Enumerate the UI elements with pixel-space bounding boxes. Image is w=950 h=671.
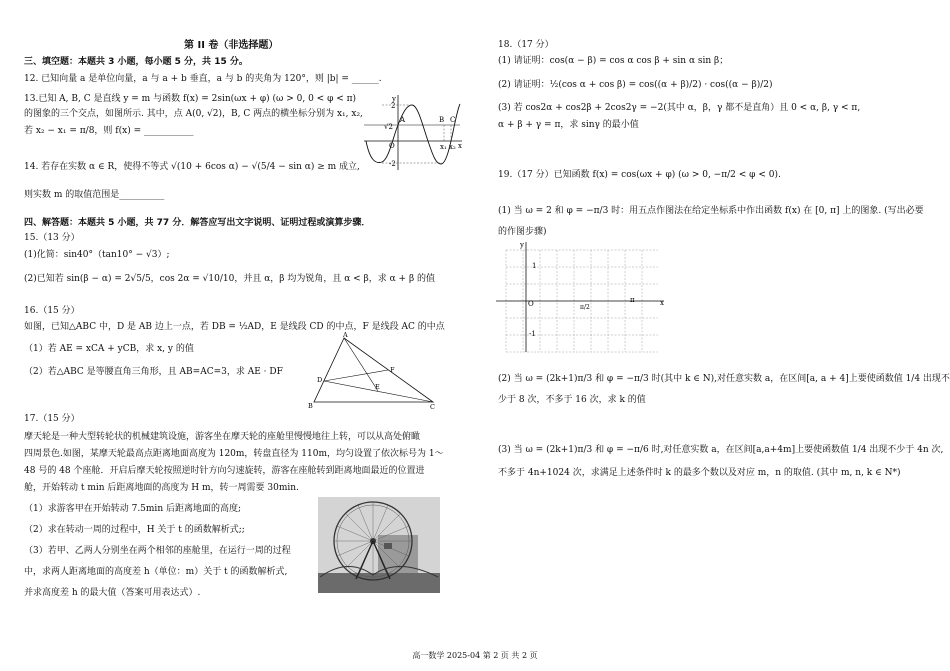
question-14-line-1: 14. 若存在实数 α ∈ R，使得不等式 √(10 + 6cos α) − √(5/4 − sin α) ≥ m 成立, [24, 162, 360, 172]
solve-section-header: 四、解答题：本题共 5 小题，共 77 分．解答应写出文字说明、证明过程或演算步骤． [24, 218, 371, 228]
page-footer: 高一数学 2025-04 第 2 页 共 2 页 [412, 651, 538, 660]
graph-point-a: A [400, 116, 406, 124]
question-17-para-2: 四周景色.如图，某摩天轮最高点距离地面高度为 120m，转盘直径为 110m，均匀设置了依次标号为 1～ [24, 449, 444, 459]
triangle-point-c: C [430, 403, 435, 411]
question-17-part-3a: （3）若甲、乙两人分别坐在两个相邻的座舱里，在运行一周的过程 [24, 546, 291, 556]
sine-curve [366, 104, 460, 164]
triangle-abc [314, 338, 433, 402]
question-18-part-2: (2) 请证明：½(cos α + cos β) = cos((α + β)/2) · cos((α − β)/2) [498, 80, 773, 90]
graph-label-origin: O [389, 142, 395, 150]
graph-label-x1: x₁ [440, 143, 447, 151]
question-18-part-3a: (3) 若 cos2α + cos2β + 2cos2γ = −2(其中 α，β，γ 都不是直角）且 0 < α, β, γ < π, [498, 103, 861, 113]
question-19-head: 19.（17 分）已知函数 f(x) = cos(ωx + φ) (ω > 0, −π/2 < φ < 0). [498, 170, 781, 180]
question-15-part-2: (2)已知若 sin(β − α) = 2√5/5，cos 2α = √10/10，并且 α，β 均为锐角，且 α < β，求 α + β 的值 [24, 274, 436, 284]
grid-label-origin: O [528, 300, 534, 308]
question-16-part-2: （2）若△ABC 是等腰直角三角形，且 AB=AC=3，求 AE · DF [24, 367, 283, 377]
question-18-part-3b: α + β + γ = π，求 sinγ 的最小值 [498, 120, 639, 130]
graph-label-y: y [392, 95, 396, 103]
sine-graph-figure [362, 92, 466, 172]
grid-label-half-pi: π/2 [580, 304, 590, 311]
question-17-part-1: （1）求游客甲在开始转动 7.5min 后距离地面的高度; [24, 504, 242, 514]
question-13-line-1: 13.已知 A, B, C 是直线 y = m 与函数 f(x) = 2sin(ωx + φ) (ω > 0, 0 < φ < π) [24, 94, 357, 104]
ferris-wheel-photo [318, 497, 440, 593]
question-17-para-4: 舱，开始转动 t min 后距离地面的高度为 H m，转一周需要 30min. [24, 483, 299, 493]
coordinate-grid-figure [496, 240, 668, 356]
triangle-point-f: F [390, 366, 395, 374]
triangle-point-e: E [375, 383, 380, 391]
question-14-line-2: 则实数 m 的取值范围是__________ [24, 190, 165, 200]
question-19-part-3a: (3) 当 ω = (2k+1)π/3 和 φ = −π/6 时,对任意实数 a，在区间[a,a+4m]上要使函数值 1/4 出现不少于 4n 次, [498, 445, 944, 455]
triangle-point-a: A [343, 332, 348, 339]
question-17-para-3: 48 号的 48 个座舱．开启后摩天轮按照逆时针方向匀速旋转，游客在座舱转到距离地面最近的位置进 [24, 466, 425, 476]
question-19-part-2b: 少于 8 次，不多于 16 次，求 k 的值 [498, 395, 646, 405]
question-18-part-1: (1) 请证明：cos(α − β) = cos α cos β + sin α sin β； [498, 56, 729, 66]
question-17-part-3b: 中，求两人距离地面的高度差 h（单位：m）关于 t 的函数解析式, [24, 567, 288, 577]
grid-label-neg-one: -1 [529, 330, 536, 338]
question-13-line-2: 的图象的三个交点，如图所示. 其中，点 A(0, √2)，B, C 两点的横坐标分别为 x₁, x₂, [24, 109, 363, 119]
graph-label-x2: x₂ [449, 143, 456, 151]
grid-label-x: x [660, 299, 664, 307]
part-title: 第 II 卷（非选择题） [184, 40, 279, 51]
triangle-point-d: D [317, 376, 323, 384]
question-19-part-2a: (2) 当 ω = (2k+1)π/3 和 φ = −π/3 时(其中 k ∈ N),对任意实数 a，在区间[a, a + 4]上要使函数值 1/4 出现不 [498, 374, 950, 384]
question-19-part-1a: (1) 当 ω = 2 和 φ = −π/3 时：用五点作图法在给定坐标系中作出函数 f(x) 在 [0, π] 上的图象. (写出必要 [498, 206, 924, 216]
question-19-part-3b: 不多于 4n+1024 次，求满足上述条件时 k 的最多个数以及对应 m，n 的取值. (其中 m, n, k ∈ N*) [498, 468, 901, 478]
question-17-part-3c: 并求高度差 h 的最大值（答案可用表达式）. [24, 588, 201, 598]
question-19-part-1b: 的作图步骤) [498, 227, 547, 237]
grid-label-one: 1 [532, 262, 537, 270]
question-15-part-1: (1)化简：sin40°（tan10° − √3）; [24, 250, 170, 260]
graph-label-sqrt2: √2 [384, 123, 393, 131]
question-16-text: 如图，已知△ABC 中，D 是 AB 边上一点，若 DB = ½AD，E 是线段 CD 的中点，F 是线段 AC 的中点 [24, 322, 445, 332]
question-16-part-1: （1）若 AE = xCA + yCB，求 x, y 的值 [24, 344, 194, 354]
question-12: 12. 已知向量 a 是单位向量，a 与 a + b 垂直，a 与 b 的夹角为 120°，则 |b| = ______. [24, 74, 382, 84]
question-18-head: 18.（17 分） [498, 40, 554, 50]
fill-section-header: 三、填空题：本题共 3 小题，每小题 5 分，共 15 分。 [24, 57, 248, 67]
triangle-figure [305, 332, 445, 412]
grid-label-pi: π [630, 296, 635, 304]
graph-label-x: x [458, 142, 462, 150]
question-16-head: 16.（15 分） [24, 306, 80, 316]
graph-point-b: B [439, 116, 445, 124]
question-13-line-3: 若 x₂ − x₁ = π/8，则 f(x) = ___________ [24, 126, 194, 136]
graph-label-neg2: -2 [389, 160, 396, 168]
grid-label-y: y [520, 241, 524, 249]
graph-point-c: C [450, 116, 456, 124]
question-15-head: 15.（13 分） [24, 233, 80, 243]
graph-label-2: 2 [391, 102, 396, 110]
question-17-head: 17.（15 分） [24, 414, 80, 424]
question-17-part-2: （2）求在转动一周的过程中，H 关于 t 的函数解析式;; [24, 525, 245, 535]
question-17-para-1: 摩天轮是一种大型转轮状的机械建筑设施，游客坐在摩天轮的座舱里慢慢地往上转，可以从高处俯瞰 [24, 432, 421, 442]
triangle-point-b: B [308, 402, 313, 410]
